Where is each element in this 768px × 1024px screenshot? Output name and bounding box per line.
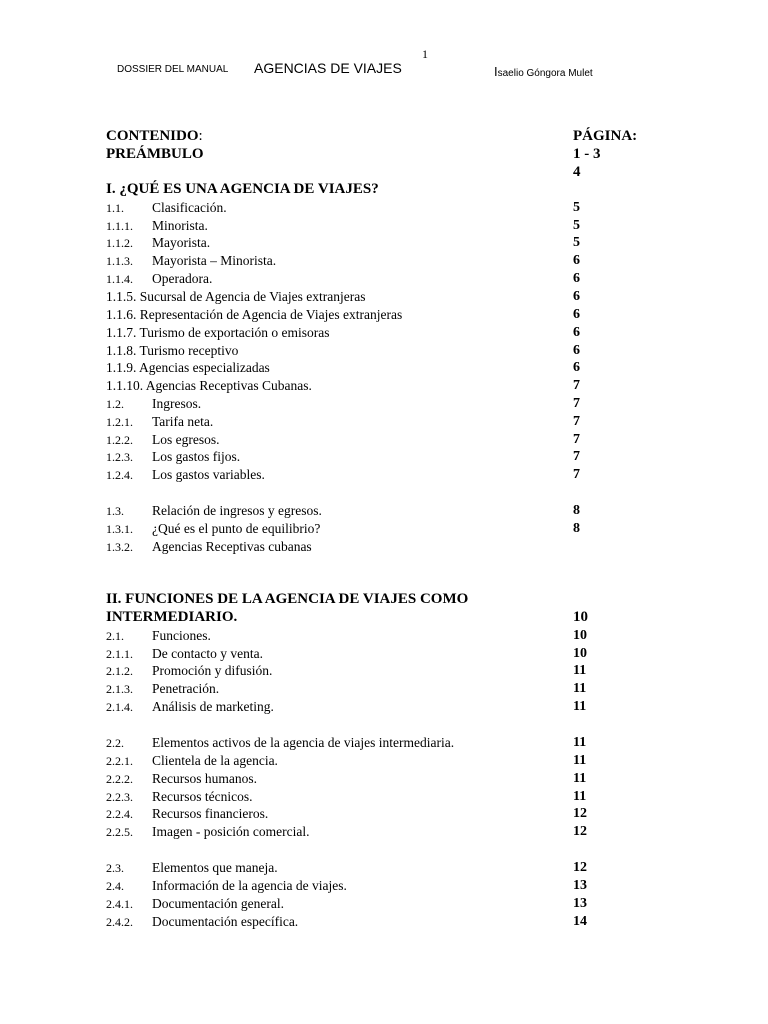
toc-entry [0,877,768,895]
toc-entry [0,413,768,431]
toc-entry-title: Relación de ingresos y egresos. [152,503,322,518]
toc-entry-title: Elementos activos de la agencia de viajes intermediaria. [152,735,455,750]
toc-entry-title: Los gastos variables. [152,467,265,482]
toc-entry-page: 5 [573,218,580,233]
section2-heading-line1 [0,590,768,608]
toc-entry [0,502,768,520]
toc-entry-title: Información de la agencia de viajes. [152,878,347,893]
toc-entry-title: Elementos que maneja. [152,860,278,875]
toc-entry [0,859,768,877]
toc-entry-number: 2.4. [106,879,124,893]
contenido-heading [0,127,768,145]
toc-entry-number: 1.2.1. [106,415,133,429]
toc-entry-page: 14 [573,914,587,929]
toc-entry [0,627,768,645]
toc-entry-title: De contacto y venta. [152,646,263,661]
section1-page-top-row [0,163,768,181]
toc-entry-title: Recursos financieros. [152,806,269,821]
toc-entry-number: 1.1.3. [106,254,133,268]
toc-entry [0,288,768,306]
section1-page-top: 4 [573,164,581,180]
toc-entry-page: 11 [573,735,587,750]
toc-entry [0,645,768,663]
toc-entry-page: 10 [573,646,587,661]
toc-entry-title: Análisis de marketing. [152,699,274,714]
toc-entry-page: 5 [573,200,580,215]
toc-entry [0,342,768,360]
toc-entry [0,770,768,788]
toc-entry-title: Funciones. [152,628,211,643]
toc-entry-title: Clientela de la agencia. [152,753,278,768]
toc-entry-page: 12 [573,860,587,875]
header-author-initial: I [494,64,498,79]
toc-entry-title: Mayorista. [152,235,211,250]
toc-entry-page: 6 [573,325,580,340]
toc-entry [0,752,768,770]
toc-entry-number: 1.2.2. [106,433,133,447]
toc-entry [0,377,768,395]
toc-entry [0,805,768,823]
toc-entry-page: 8 [573,521,580,536]
toc-entry-title: Promoción y difusión. [152,663,273,678]
toc-entry-title: 1.1.5. Sucursal de Agencia de Viajes extranjeras [106,289,366,304]
page-number: 1 [422,47,428,61]
toc-entry [0,324,768,342]
toc-entry [0,680,768,698]
preambulo-row [0,145,768,163]
toc-entry-page: 11 [573,771,587,786]
section2-title-line2: INTERMEDIARIO. [106,609,238,625]
toc-entry-page: 11 [573,663,587,678]
toc-entry [0,306,768,324]
toc-entry-title: Recursos técnicos. [152,789,253,804]
toc-entry-page: 11 [573,753,587,768]
toc-entry-title: 1.1.6. Representación de Agencia de Viajes extranjeras [106,307,403,322]
toc-entry-title: Documentación general. [152,896,284,911]
toc-entry-title: Penetración. [152,681,220,696]
header-author [494,64,593,79]
toc-entry-page: 7 [573,414,580,429]
toc-entry-number: 2.2.5. [106,825,133,839]
toc-entry-number: 2.3. [106,861,124,875]
toc-entry-number: 1.3.2. [106,540,133,554]
contenido-colon: : [198,128,203,144]
toc-entry-number: 1.3.1. [106,522,133,536]
toc-entry [0,823,768,841]
toc-entry-page: 11 [573,789,587,804]
toc-entry-title: Tarifa neta. [152,414,214,429]
section2-title-line1: II. FUNCIONES DE LA AGENCIA DE VIAJES COMO [106,591,469,607]
toc-entry [0,234,768,252]
toc-entry-number: 2.2.3. [106,790,133,804]
toc-entry [0,448,768,466]
toc-entry-page: 7 [573,432,580,447]
toc-entry [0,217,768,235]
toc-entry [0,788,768,806]
toc-entry-number: 1.1.4. [106,272,133,286]
toc-entry-page: 10 [573,628,587,643]
toc-entry [0,270,768,288]
toc-entry-title: Recursos humanos. [152,771,257,786]
toc-entry-number: 1.1. [106,201,124,215]
toc-entry-title: Los gastos fijos. [152,449,241,464]
toc-entry-number: 2.2. [106,736,124,750]
toc-entry-page: 11 [573,699,587,714]
toc-entry-number: 2.1. [106,629,124,643]
contenido-label: CONTENIDO [106,128,199,144]
toc-entry-number: 1.1.1. [106,219,133,233]
toc-entry [0,395,768,413]
toc-entry-page: 7 [573,378,580,393]
toc-entry-number: 1.1.2. [106,236,133,250]
toc-entry [0,252,768,270]
toc-entry-page: 13 [573,878,587,893]
toc-entry [0,913,768,931]
toc-entry-number: 2.2.1. [106,754,133,768]
toc-entry-title: Mayorista – Minorista. [152,253,277,268]
toc-entry-page: 12 [573,806,587,821]
section2-heading-line2 [0,608,768,626]
toc-entry [0,734,768,752]
toc-entry-title: Imagen - posición comercial. [152,824,310,839]
toc-entry-number: 2.2.2. [106,772,133,786]
header-author-rest: saelio Góngora Mulet [497,68,593,79]
toc-entry-number: 1.2.4. [106,468,133,482]
toc-entry [0,199,768,217]
toc-entry-number: 2.1.1. [106,647,133,661]
header-title: AGENCIAS DE VIAJES [254,60,402,76]
header-left: DOSSIER DEL MANUAL [117,64,229,75]
toc-entry-title: Los egresos. [152,432,220,447]
toc-entry [0,698,768,716]
toc-entry [0,895,768,913]
toc-entry-number: 2.4.1. [106,897,133,911]
pagina-label: PÁGINA: [573,128,638,144]
toc-entry-number: 2.1.4. [106,700,133,714]
preambulo-page: 1 - 3 [573,146,601,162]
toc-entry-number: 1.3. [106,504,124,518]
section2-page: 10 [573,609,588,625]
toc-entry-title: Ingresos. [152,396,202,411]
toc-entry-title: Clasificación. [152,200,227,215]
toc-entry-title: 1.1.9. Agencias especializadas [106,360,270,375]
toc-entry-number: 1.2.3. [106,450,133,464]
toc-entry-page: 6 [573,307,580,322]
toc-entry-title: Documentación específica. [152,914,299,929]
toc-entry [0,431,768,449]
toc-entry [0,662,768,680]
toc-entry-page: 5 [573,235,580,250]
toc-entry-page: 8 [573,503,580,518]
toc-entry-page: 7 [573,467,580,482]
toc-entry-page: 7 [573,396,580,411]
toc-entry [0,520,768,538]
toc-entry-number: 1.2. [106,397,124,411]
section1-title: I. ¿QUÉ ES UNA AGENCIA DE VIAJES? [106,181,379,197]
toc-entry-page: 6 [573,360,580,375]
toc-entry-page: 6 [573,253,580,268]
toc-entry-title: 1.1.10. Agencias Receptivas Cubanas. [106,378,312,393]
toc-entry-title: Agencias Receptivas cubanas [152,539,312,554]
toc-entry-page: 6 [573,271,580,286]
toc-entry-number: 2.2.4. [106,807,133,821]
section1-heading [0,180,768,198]
toc-entry [0,359,768,377]
toc-entry-title: ¿Qué es el punto de equilibrio? [152,521,321,536]
toc-entry-number: 2.1.3. [106,682,133,696]
toc-entry-number: 2.1.2. [106,664,133,678]
toc-entry-title: 1.1.8. Turismo receptivo [106,343,239,358]
toc-entry [0,466,768,484]
toc-entry-page: 13 [573,896,587,911]
toc-entry-page: 11 [573,681,587,696]
toc-entry [0,538,768,556]
toc-entry-title: 1.1.7. Turismo de exportación o emisoras [106,325,330,340]
toc-entry-title: Minorista. [152,218,208,233]
toc-entry-page: 12 [573,824,587,839]
preambulo-label: PREÁMBULO [106,146,204,162]
toc-entry-number: 2.4.2. [106,915,133,929]
toc-entry-page: 7 [573,449,580,464]
toc-entry-title: Operadora. [152,271,213,286]
toc-entry-page: 6 [573,289,580,304]
toc-entry-page: 6 [573,343,580,358]
